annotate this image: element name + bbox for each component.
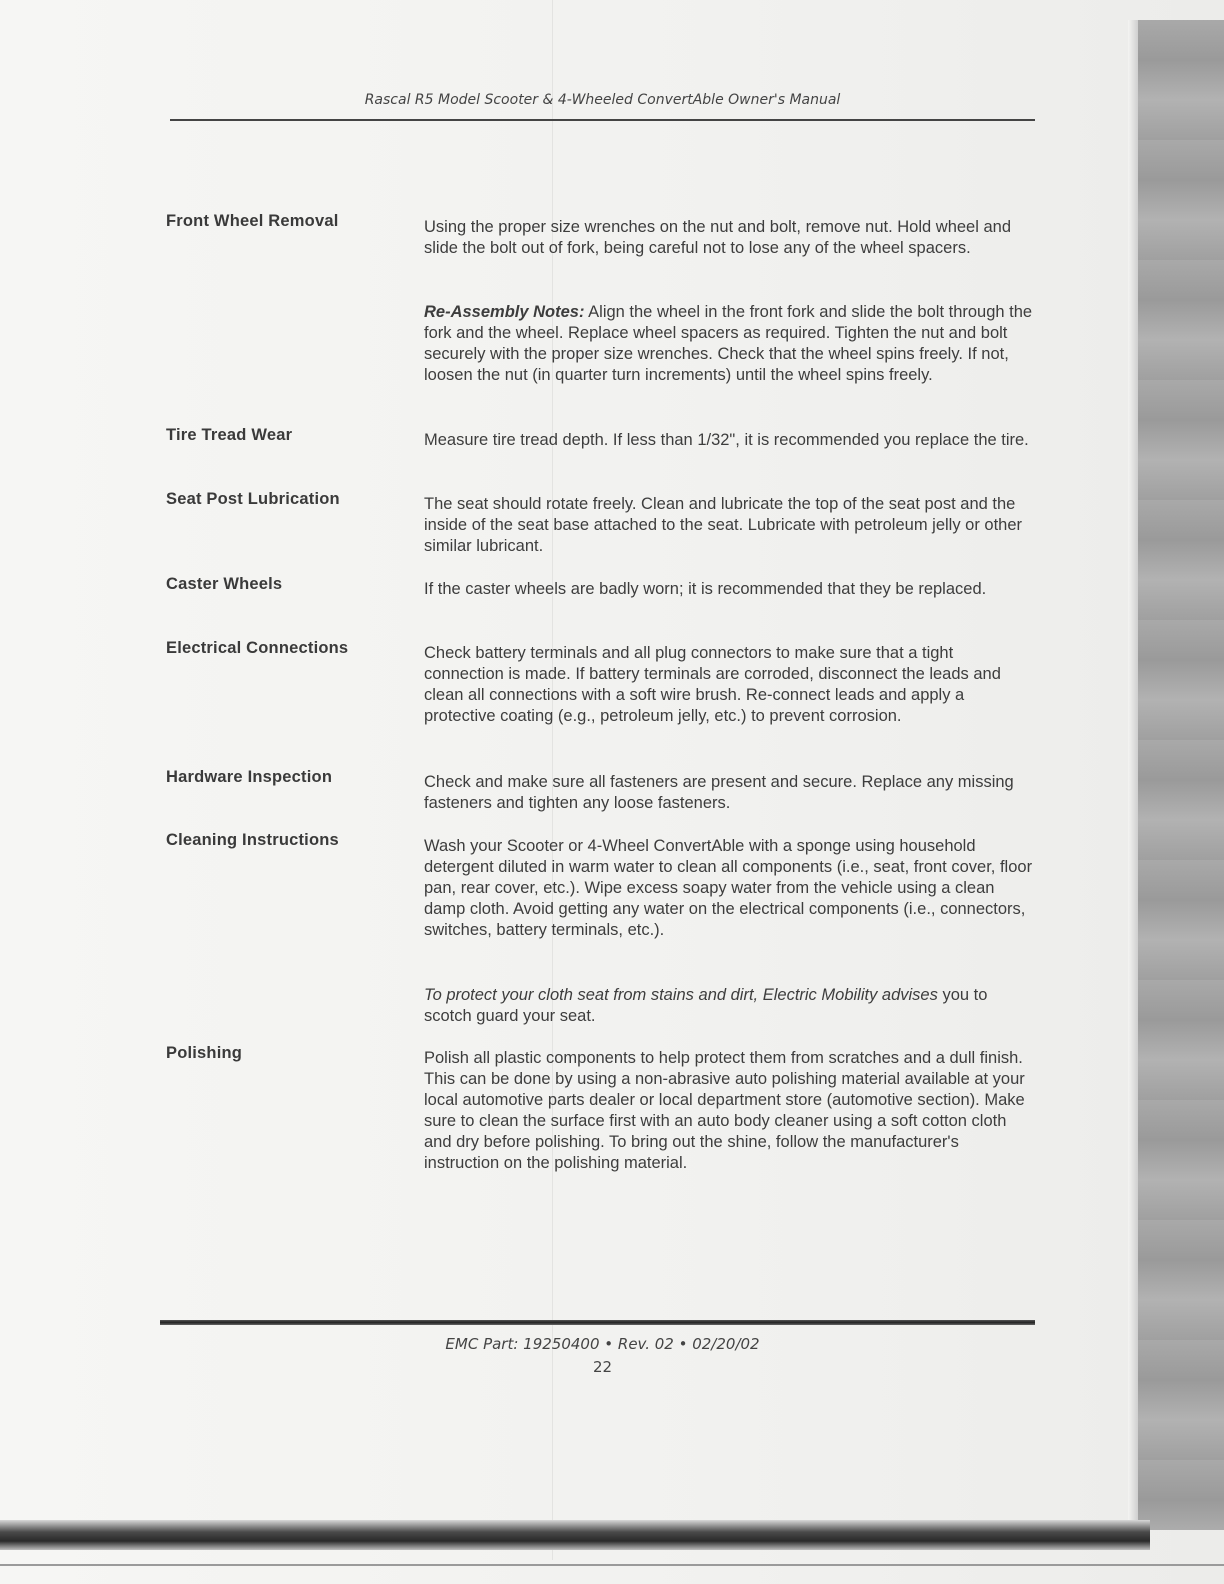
section-label-hardware-inspection: Hardware Inspection [166,768,333,786]
section-text-tire-tread-wear: Measure tire tread depth. If less than 1/32", it is recommended you replace the tire. [424,431,1029,449]
section-label-seat-post-lubrication: Seat Post Lubrication [166,490,340,508]
section-label-caster-wheels: Caster Wheels [166,575,283,593]
section-text-seat-post-lubrication: The seat should rotate freely. Clean and lubricate the top of the seat post and the inside of the seat base attached to the seat. Lubricate with petroleum jelly or other similar lubricant. [424,495,1023,555]
reassembly-label: Re-Assembly Notes: [424,303,585,321]
scan-edge-shadow [1128,20,1138,1530]
section-label-cleaning-instructions: Cleaning Instructions [166,831,339,849]
scan-bottom-edge [0,1520,1150,1550]
section-label-front-wheel-removal: Front Wheel Removal [166,212,339,230]
section-label-polishing: Polishing [166,1044,243,1062]
reassembly-text: Align the wheel in the front fork and slide the bolt through the fork and the wheel. Replace wheel spacers as required. Tighten the nut and bolt securely with the proper size wrenches. Check that the wheel spins freely. If not, loosen the nut (in quarter turn increments) until the wheel spins freely. [424,303,1033,384]
section-text-electrical-connections: Check battery terminals and all plug connectors to make sure that a tight connection is made. If battery terminals are corroded, disconnect the leads and clean all connections with a soft wire brush. Re-connect leads and apply a protective coating (e.g., petroleum jelly, etc.) to prevent corrosion. [424,644,1001,725]
section-label-electrical-connections: Electrical Connections [166,639,349,657]
scan-bottom-line [0,1564,1224,1566]
section-label-tire-tread-wear: Tire Tread Wear [166,426,293,444]
header-rule [170,119,1035,121]
cleaning-note-italic: To protect your cloth seat from stains and dirt, Electric Mobility advises [424,986,938,1004]
footer-rule [160,1320,1035,1325]
page-number: 22 [592,1358,613,1376]
section-text-front-wheel-removal: Using the proper size wrenches on the nut and bolt, remove nut. Hold wheel and slide the bolt out of fork, being careful not to lose any of the wheel spacers. [424,218,1012,257]
section-text-caster-wheels: If the caster wheels are badly worn; it is recommended that they be replaced. [424,580,987,598]
cleaning-note-tail: you to scotch guard your seat. [424,986,988,1025]
scan-right-edge [1138,20,1224,1530]
section-text-hardware-inspection: Check and make sure all fasteners are present and secure. Replace any missing fasteners and tighten any loose fasteners. [424,773,1014,812]
reassembly-notes [424,302,1034,386]
footer-part-number: EMC Part: 19250400 • Rev. 02 • 02/20/02 [445,1335,760,1353]
section-text-polishing: Polish all plastic components to help protect them from scratches and a dull finish. This can be done by using a non-abrasive auto polishing material available at your local automotive parts dealer or local department store (automotive section). Make sure to clean the surface first with an auto body cleaner using a soft cotton cloth and dry before polishing. To bring out the shine, follow the manufacturer's instruction on the polishing material. [424,1049,1025,1172]
section-text-cleaning-instructions: Wash your Scooter or 4-Wheel ConvertAble with a sponge using household detergent diluted in warm water to clean all components (i.e., seat, front cover, floor pan, rear cover, etc.). Wipe excess soapy water from the vehicle using a clean damp cloth. Avoid getting any water on the electrical components (i.e., connectors, switches, battery terminals, etc.). [424,837,1033,939]
cleaning-note [424,985,1034,1027]
page-header: Rascal R5 Model Scooter & 4-Wheeled ConvertAble Owner's Manual [364,92,841,108]
